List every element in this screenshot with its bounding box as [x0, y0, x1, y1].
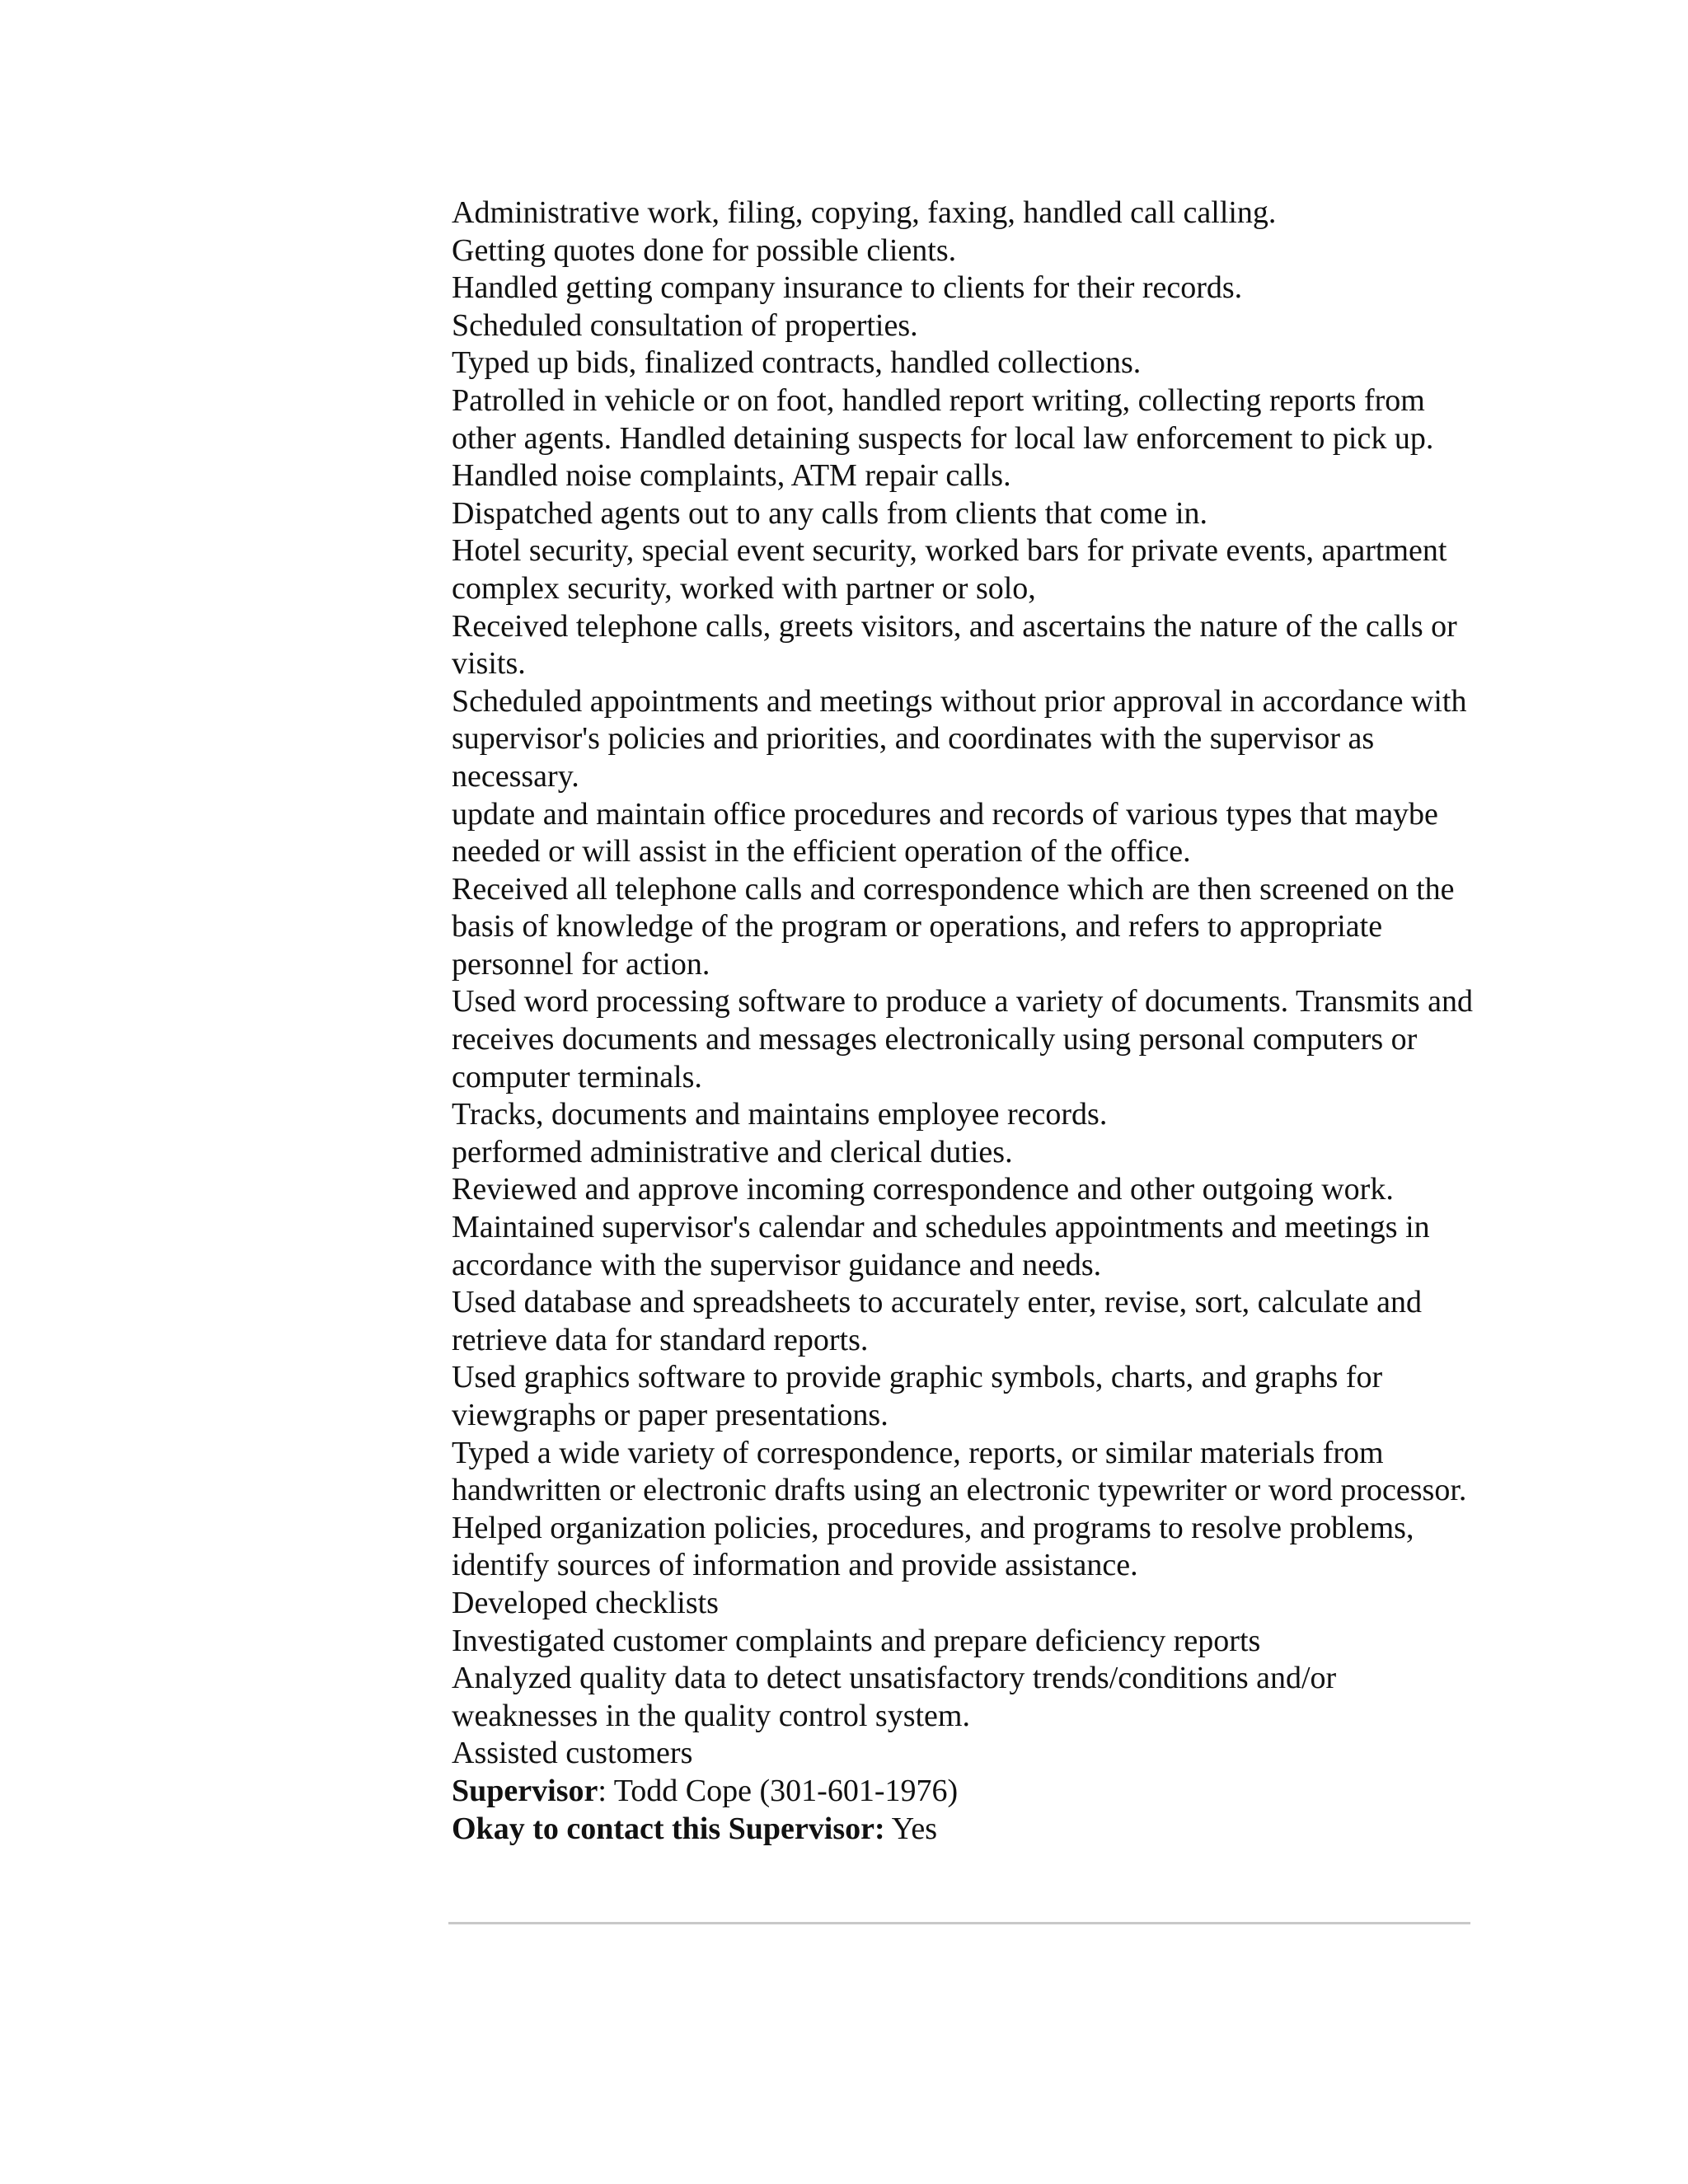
duty-line: Analyzed quality data to detect unsatisfactory trends/conditions and/or weaknesses in the quality control system. — [452, 1661, 1337, 1733]
duty-line: Scheduled consultation of properties. — [452, 307, 918, 343]
duty-line: Helped organization policies, procedures, and programs to resolve problems, identify sources of information and provide assistance. — [452, 1510, 1414, 1583]
duty-line: Received telephone calls, greets visitors, and ascertains the nature of the calls or visits. — [452, 608, 1457, 682]
duty-line: Used graphics software to provide graphic symbols, charts, and graphs for viewgraphs or paper presentations. — [452, 1360, 1383, 1432]
duty-line: Getting quotes done for possible clients. — [452, 232, 957, 268]
duty-line: Typed a wide variety of correspondence, reports, or similar materials from handwritten or electronic drafts using an electronic typewriter or word processor. — [452, 1435, 1467, 1508]
section-divider — [448, 1922, 1470, 1924]
duty-line: Used database and spreadsheets to accurately enter, revise, sort, calculate and retrieve data for standard reports. — [452, 1285, 1422, 1357]
duty-line: Developed checklists — [452, 1585, 719, 1620]
duty-line: performed administrative and clerical duties. — [452, 1134, 1013, 1169]
contact-label: Okay to contact this Supervisor: — [452, 1811, 885, 1846]
supervisor-value: Todd Cope (301-601-1976) — [613, 1773, 959, 1808]
job-description — [452, 194, 1474, 1848]
duty-line: Assisted customers — [452, 1736, 693, 1771]
duty-line: Scheduled appointments and meetings without prior approval in accordance with supervisor's policies and priorities, and coordinates with the supervisor as necessary. — [452, 683, 1467, 794]
duty-line: Patrolled in vehicle or on foot, handled report writing, collecting reports from other agents. Handled detaining suspects for local law enforcement to pick up. — [452, 382, 1434, 456]
supervisor-separator: : — [598, 1773, 614, 1808]
duty-line: Received all telephone calls and correspondence which are then screened on the basis of knowledge of the program or operations, and refers to appropriate personnel for action. — [452, 871, 1455, 982]
supervisor-label: Supervisor — [452, 1773, 598, 1808]
duty-line: Investigated customer complaints and prepare deficiency reports — [452, 1623, 1261, 1658]
duty-line: Typed up bids, finalized contracts, handled collections. — [452, 345, 1142, 381]
duty-line: Tracks, documents and maintains employee records. — [452, 1097, 1108, 1132]
supervisor-line — [452, 1773, 1474, 1811]
duty-line: Administrative work, filing, copying, faxing, handled call calling. — [452, 195, 1277, 230]
duty-line: Maintained supervisor's calendar and schedules appointments and meetings in accordance with the supervisor guidance and needs. — [452, 1210, 1430, 1282]
duty-line: Used word processing software to produce a variety of documents. Transmits and receives documents and messages electronically using personal computers or computer terminals. — [452, 984, 1473, 1094]
duty-line: Handled noise complaints, ATM repair calls. — [452, 458, 1011, 494]
duty-line: Hotel security, special event security, worked bars for private events, apartment complex security, worked with partner or solo, — [452, 533, 1447, 606]
contact-line — [452, 1811, 1474, 1849]
contact-value: Yes — [884, 1811, 938, 1846]
duty-line: Reviewed and approve incoming correspondence and other outgoing work. — [452, 1172, 1394, 1207]
duty-line: Handled getting company insurance to clients for their records. — [452, 270, 1243, 306]
duty-line: Dispatched agents out to any calls from clients that come in. — [452, 495, 1208, 531]
duty-line: update and maintain office procedures and records of various types that maybe needed or will assist in the efficient operation of the office. — [452, 796, 1438, 869]
